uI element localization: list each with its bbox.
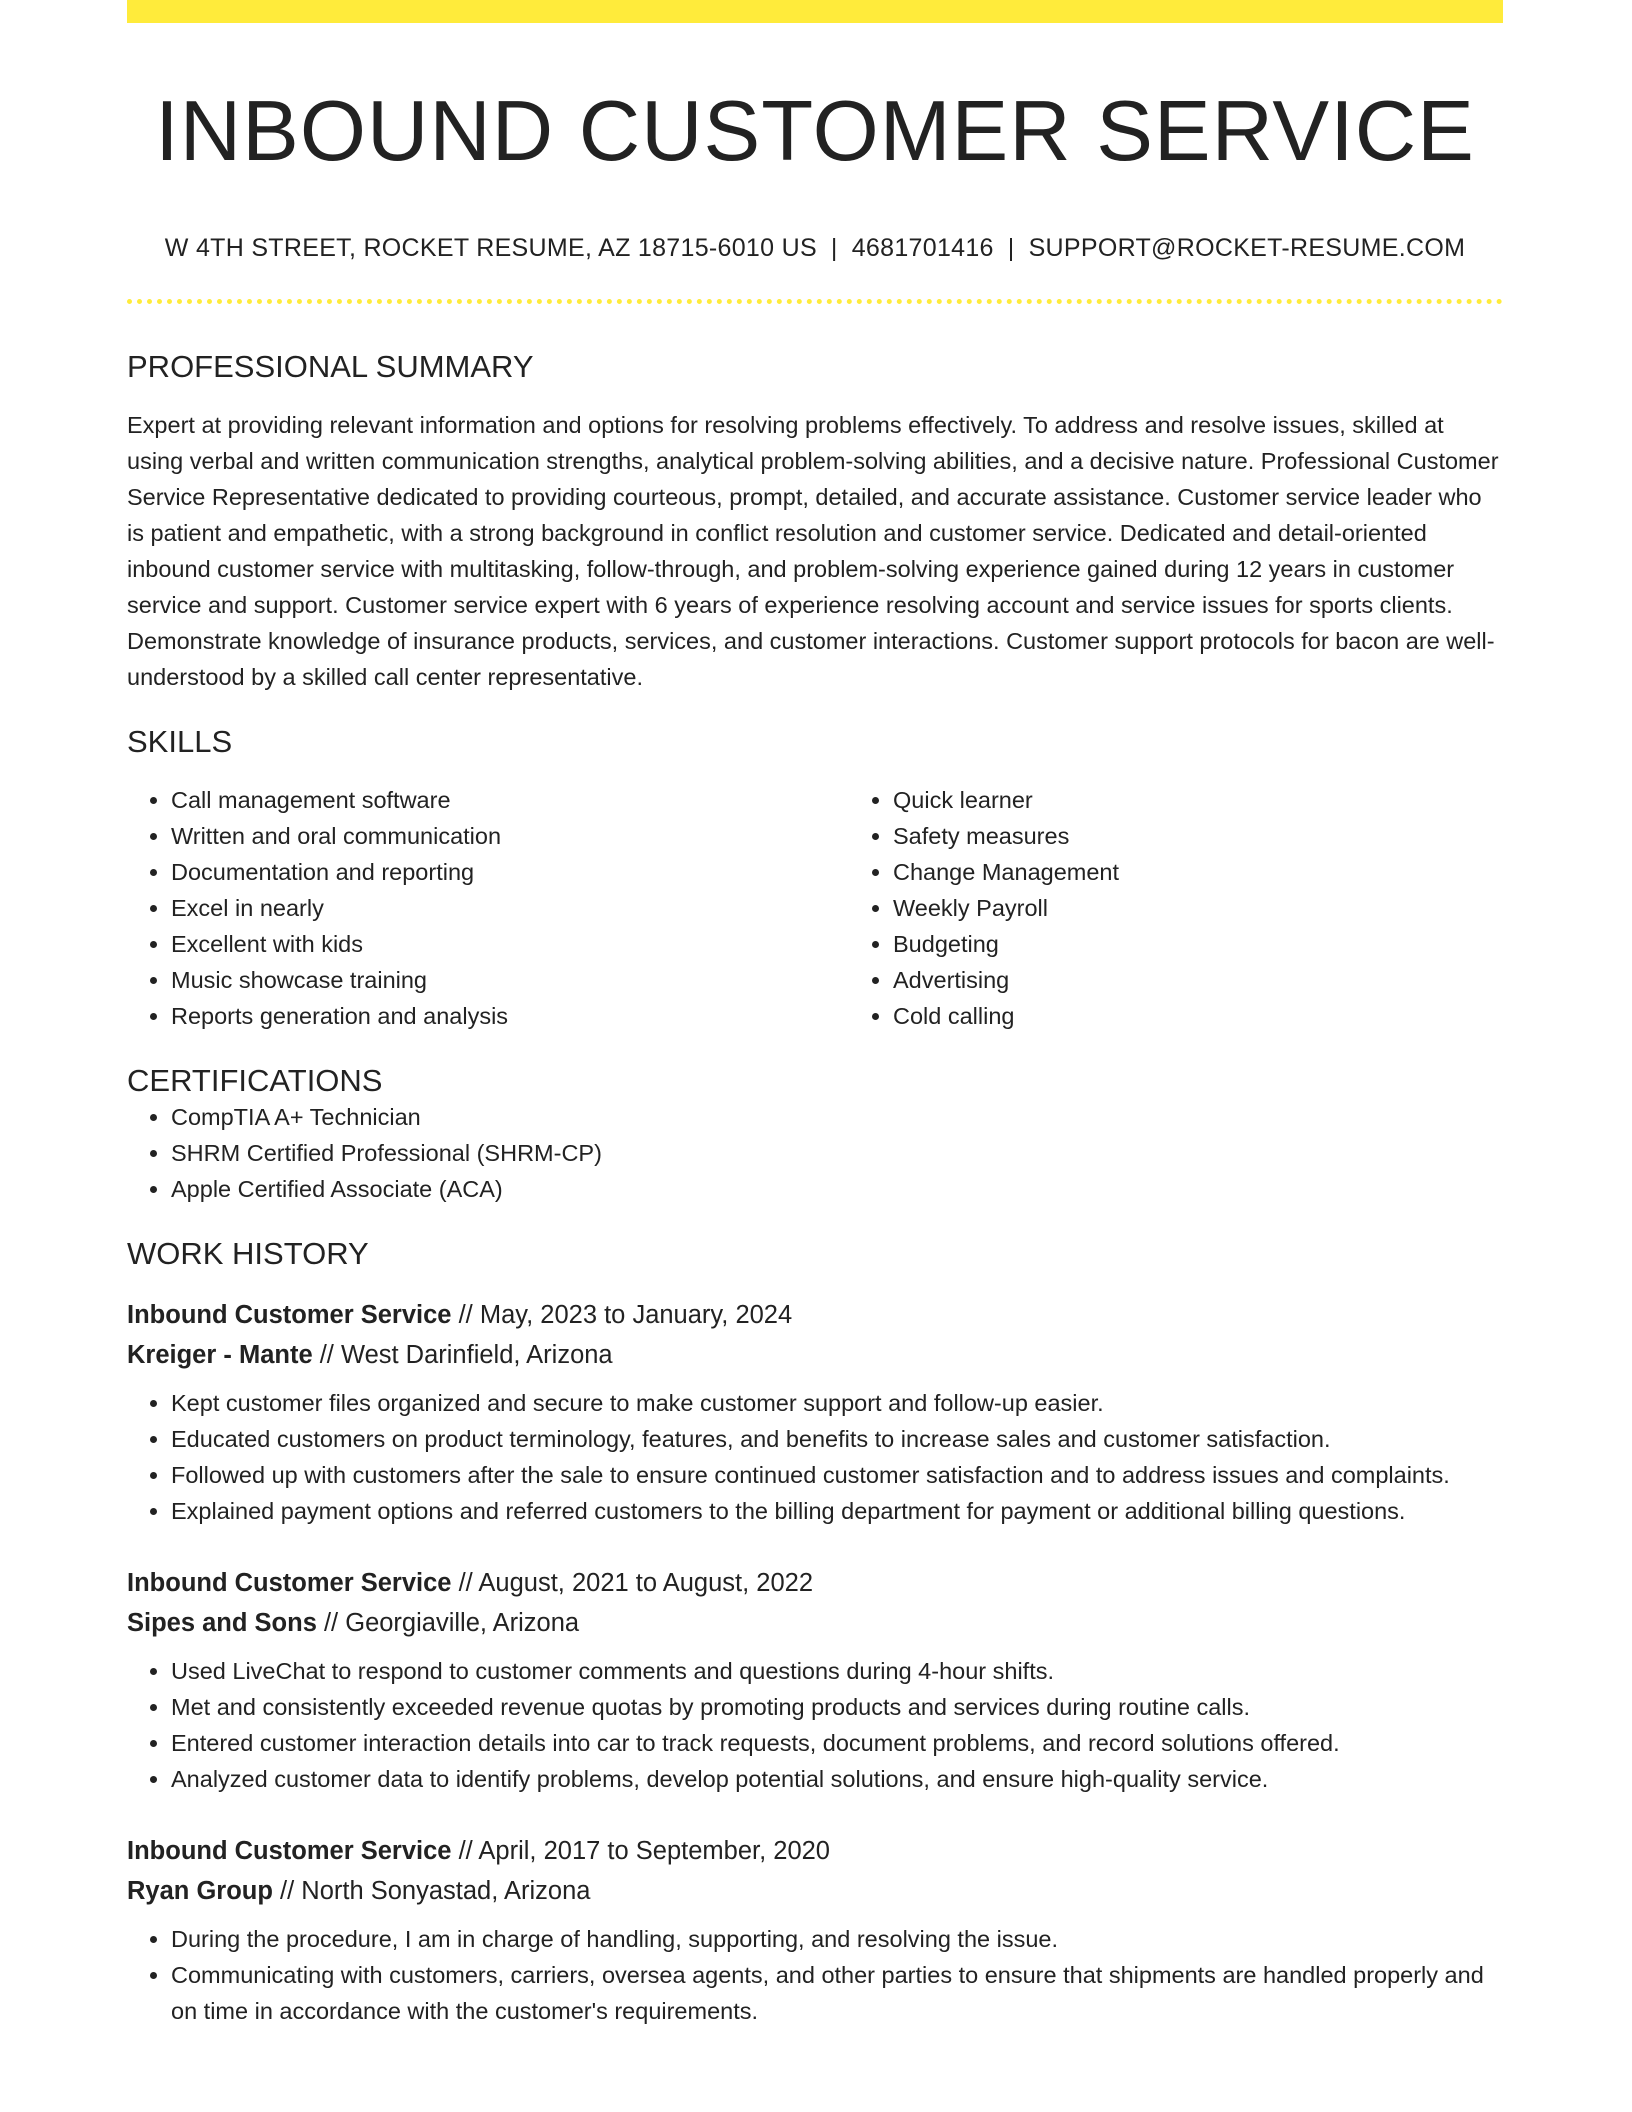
certifications-heading: CERTIFICATIONS — [127, 1063, 383, 1099]
job-separator: // — [451, 1568, 479, 1597]
job-bullet: • Analyzed customer data to identify problems, develop potential solutions, and ensure high-quality service. — [171, 1761, 1503, 1797]
job-role: Inbound Customer Service — [127, 1300, 452, 1329]
job-bullet: • Met and consistently exceeded revenue quotas by promoting products and services during routine calls. — [171, 1689, 1503, 1725]
skill-item: • Quick learner — [893, 782, 1571, 818]
job-bullets — [127, 1385, 1503, 1529]
job-bullet: • Communicating with customers, carriers, oversea agents, and other parties to ensure that shipments are handled properly and on time in accordance with the customer's requirements. — [171, 1957, 1503, 2029]
job-bullet: • Followed up with customers after the sale to ensure continued customer satisfaction and to address issues and complaints. — [171, 1457, 1503, 1493]
job-role-line — [127, 1563, 1503, 1603]
job-entry — [127, 1563, 1503, 1797]
job-role-line — [127, 1295, 1503, 1335]
contact-phone: 4681701416 — [851, 233, 994, 262]
contact-separator: | — [830, 233, 838, 262]
job-bullets — [127, 1653, 1503, 1797]
job-dates: April, 2017 to September, 2020 — [478, 1836, 830, 1865]
job-role-line — [127, 1831, 1503, 1871]
job-role: Inbound Customer Service — [127, 1836, 452, 1865]
job-bullet: • Entered customer interaction details into car to track requests, document problems, and record solutions offered. — [171, 1725, 1503, 1761]
resume-title: INBOUND CUSTOMER SERVICE — [155, 84, 1475, 179]
contact-email: SUPPORT@ROCKET-RESUME.COM — [1028, 233, 1466, 262]
job-bullet: • During the procedure, I am in charge of handling, supporting, and resolving the issue. — [171, 1921, 1503, 1957]
certifications-list — [127, 1099, 1503, 1207]
job-role: Inbound Customer Service — [127, 1568, 452, 1597]
job-company: Sipes and Sons — [127, 1608, 317, 1637]
work-history-heading: WORK HISTORY — [127, 1236, 369, 1272]
skill-item: • Budgeting — [893, 926, 1571, 962]
skill-item: • Call management software — [171, 782, 849, 818]
certification-item: • CompTIA A+ Technician — [171, 1099, 1503, 1135]
job-separator: // — [316, 1608, 346, 1637]
summary-text: Expert at providing relevant information and options for resolving problems effectively. To address and resolve issues, skilled at using verbal and written communication strengths, analytical problem-solving abilities, and a decisive nature. Professional Customer Service Representative dedicated to providing courteous, prompt, detailed, and accurate assistance. Customer service leader who is patient and empathetic, with a strong background in conflict resolution and customer service. Dedicated and detail-oriented inbound customer service with multitasking, follow-through, and problem-solving experience gained during 12 years in customer service and support. Customer service expert with 6 years of experience resolving account and service issues for sports clients. Demonstrate knowledge of insurance products, services, and customer interactions. Customer support protocols for bacon are well-understood by a skilled call center representative. — [127, 411, 1499, 690]
skills-list-left — [127, 782, 849, 1034]
job-bullet: • Used LiveChat to respond to customer comments and questions during 4-hour shifts. — [171, 1653, 1503, 1689]
skills-list-right — [849, 782, 1571, 1034]
job-company: Kreiger - Mante — [127, 1340, 313, 1369]
skill-item: • Excel in nearly — [171, 890, 849, 926]
resume-page — [127, 0, 1503, 2029]
skill-item: • Excellent with kids — [171, 926, 849, 962]
contact-separator: | — [1007, 233, 1015, 262]
job-dates: August, 2021 to August, 2022 — [478, 1568, 814, 1597]
skills-columns — [127, 782, 1503, 1034]
job-location: Georgiaville, Arizona — [345, 1608, 580, 1637]
job-entry — [127, 1831, 1503, 2029]
job-company: Ryan Group — [127, 1876, 273, 1905]
job-bullet: • Kept customer files organized and secure to make customer support and follow-up easier. — [171, 1385, 1503, 1421]
certification-item: • SHRM Certified Professional (SHRM-CP) — [171, 1135, 1503, 1171]
accent-bar — [127, 0, 1503, 23]
job-separator: // — [451, 1300, 480, 1329]
skill-item: • Advertising — [893, 962, 1571, 998]
job-dates: May, 2023 to January, 2024 — [479, 1300, 793, 1329]
skill-item: • Safety measures — [893, 818, 1571, 854]
job-bullets — [127, 1921, 1503, 2029]
skill-item: • Reports generation and analysis — [171, 998, 849, 1034]
skill-item: • Written and oral communication — [171, 818, 849, 854]
job-bullet: • Explained payment options and referred customers to the billing department for payment or additional billing questions. — [171, 1493, 1503, 1529]
dotted-divider — [127, 299, 1503, 304]
skill-item: • Cold calling — [893, 998, 1571, 1034]
job-entry — [127, 1295, 1503, 1529]
job-location: West Darinfield, Arizona — [340, 1340, 613, 1369]
skill-item: • Documentation and reporting — [171, 854, 849, 890]
skill-item: • Weekly Payroll — [893, 890, 1571, 926]
contact-line — [127, 233, 1503, 263]
skills-heading: SKILLS — [127, 723, 233, 759]
job-separator: // — [312, 1340, 341, 1369]
summary-heading: PROFESSIONAL SUMMARY — [127, 348, 534, 384]
job-separator: // — [451, 1836, 479, 1865]
job-separator: // — [272, 1876, 302, 1905]
job-bullet: • Educated customers on product terminology, features, and benefits to increase sales and customer satisfaction. — [171, 1421, 1503, 1457]
job-company-line — [127, 1871, 1503, 1911]
skill-item: • Music showcase training — [171, 962, 849, 998]
contact-address: W 4TH STREET, ROCKET RESUME, AZ 18715-6010 US — [164, 233, 817, 262]
job-company-line — [127, 1603, 1503, 1643]
job-company-line — [127, 1335, 1503, 1375]
job-location: North Sonyastad, Arizona — [301, 1876, 591, 1905]
skill-item: • Change Management — [893, 854, 1571, 890]
certification-item: • Apple Certified Associate (ACA) — [171, 1171, 1503, 1207]
